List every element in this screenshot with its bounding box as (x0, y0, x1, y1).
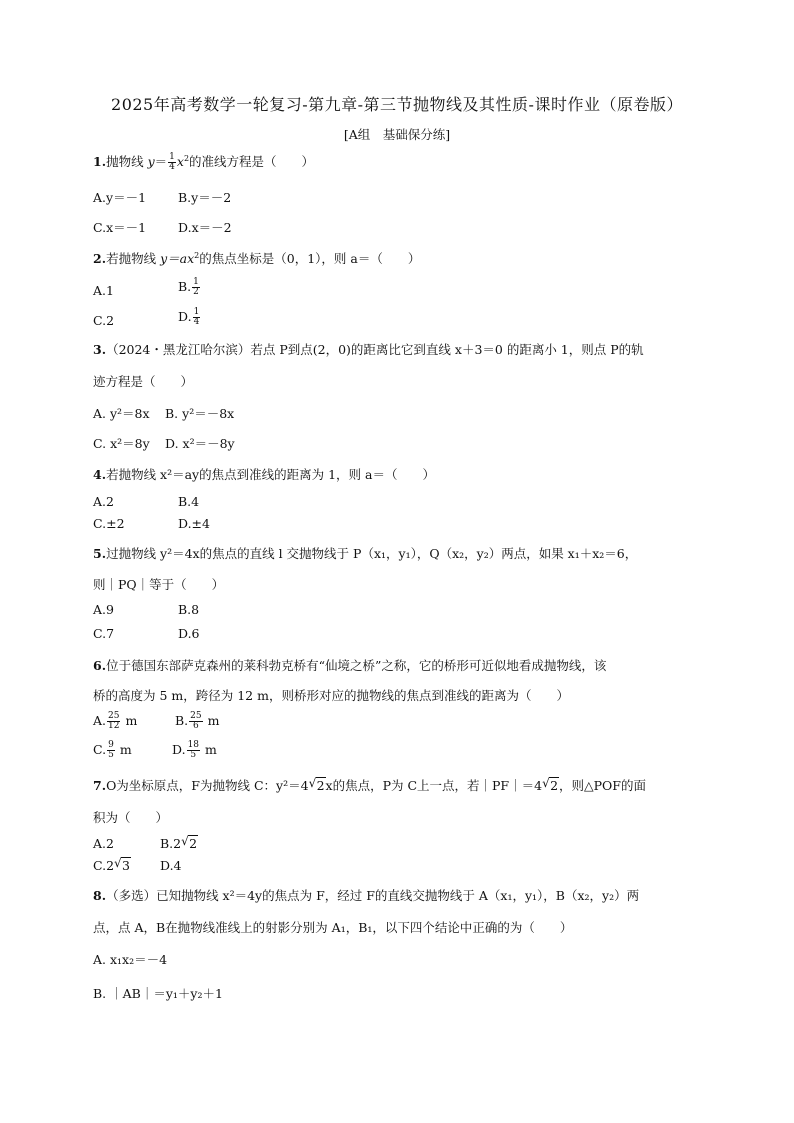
option-b: B. $\frac{1}{2}$ (178, 277, 199, 297)
question-text: 过抛物线 y²＝4x的焦点的直线 l 交抛物线于 P（x₁，y₁），Q（x₂，y₂）两点，如果 x₁＋x₂＝6， (106, 546, 638, 561)
question-8-cont: 点，点 A，B在抛物线准线上的射影分别为 A₁，B₁，以下四个结论中正确的为（ ） (93, 920, 573, 935)
question-number: 1. (93, 154, 107, 169)
question-1: 1.抛物线 y＝ $\frac{1}{4}$ $x^2$的准线方程是（ ） (93, 152, 315, 172)
option-c: C.2 (93, 313, 115, 328)
fraction: $\frac{9}{5}$ (108, 740, 114, 760)
question-number: 8. (93, 888, 107, 903)
question-text: （多选）已知抛物线 x²＝4y的焦点为 F，经过 F的直线交抛物线于 A（x₁，y₁），B（x₂，y₂）两 (106, 888, 640, 903)
option-d: D.x＝－2 (178, 220, 232, 235)
question-number: 7. (93, 778, 107, 793)
math-expr: y＝ax (160, 251, 195, 266)
question-number: 4. (93, 467, 107, 482)
option-a: A.9 (93, 602, 114, 617)
question-3-cont: 迹方程是（ ） (93, 374, 194, 389)
option-b: B.8 (178, 602, 200, 617)
option-c: C.±2 (93, 516, 125, 531)
option-b: B. ｜AB｜＝y₁＋y₂＋1 (93, 986, 223, 1001)
option-a: A.y＝－1 (93, 190, 147, 205)
question-text: 的焦点坐标是（0，1），则 a＝（ ） (199, 251, 421, 266)
question-text: 若抛物线 x²＝ay的焦点到准线的距离为 1，则 a＝（ ） (106, 467, 435, 482)
question-number: 5. (93, 546, 107, 561)
option-a: A.2 (93, 494, 114, 509)
option-d: D. $\frac{18}{5}$ m (172, 740, 217, 760)
question-text: ，则△POF的面 (559, 778, 646, 793)
question-number: 6. (93, 658, 107, 673)
question-6 (93, 656, 606, 674)
option-c: C.7 (93, 626, 115, 641)
question-2: 2.若抛物线 $y=ax^2$的焦点坐标是（0，1），则 a＝（ ） (93, 250, 421, 266)
question-text: 位于德国东部萨克森州的莱科勃克桥有“仙境之桥”之称，它的桥形可近似地看成抛物线，该 (106, 658, 607, 673)
question-8 (93, 886, 639, 904)
question-6-cont: 桥的高度为 5 m，跨径为 12 m，则桥形对应的抛物线的焦点到准线的距离为（ ） (93, 688, 569, 703)
question-text: 抛物线 (106, 154, 144, 169)
option-c: C.x＝－1 (93, 220, 147, 235)
fraction: $\frac{1}{4}$ (193, 307, 200, 327)
question-7 (93, 776, 646, 794)
option-d: D.4 (160, 858, 182, 873)
fraction: $\frac{1}{2}$ (193, 277, 199, 297)
option-b: B.2√ 2 (160, 836, 198, 851)
option-a: A. y²＝8x (93, 406, 150, 421)
sqrt: √ 2 (309, 778, 326, 793)
option-c: C. x²＝8y (93, 436, 150, 451)
option-b: B. y²＝－8x (165, 406, 235, 421)
math-y: y (147, 154, 155, 169)
question-number: 3. (93, 342, 107, 357)
option-b: B.y＝－2 (178, 190, 232, 205)
question-text: O为坐标原点，F为抛物线 C：y²＝4 (106, 778, 309, 793)
option-c: C. $\frac{9}{5}$ m (93, 740, 132, 760)
question-text: （2024・黑龙江哈尔滨）若点 P到点(2，0)的距离比它到直线 x＋3＝0 的距离小 1，则点 P的轨 (106, 342, 644, 357)
option-b: B.4 (178, 494, 200, 509)
option-b: B. $\frac{25}{6}$ m (175, 711, 220, 731)
question-7-cont: 积为（ ） (93, 810, 169, 825)
fraction: $\frac{25}{12}$ (108, 711, 120, 731)
option-d: D. $\frac{1}{4}$ (178, 307, 200, 327)
fraction: $\frac{25}{6}$ (190, 711, 202, 731)
question-5-cont: 则｜PQ｜等于（ ） (93, 577, 225, 592)
question-text: 的准线方程是（ ） (189, 154, 315, 169)
option-a: A. $\frac{25}{12}$ m (93, 711, 138, 731)
question-5 (93, 544, 637, 562)
option-d: D.±4 (178, 516, 210, 531)
option-d: D. x²＝－8y (165, 436, 235, 451)
fraction: $\frac{1}{4}$ (169, 152, 175, 172)
option-a: A.1 (93, 283, 114, 298)
sqrt: √ 3 (114, 858, 131, 873)
option-a: A. x₁x₂＝－4 (93, 952, 168, 967)
option-d: D.6 (178, 626, 200, 641)
question-text: 若抛物线 (106, 251, 157, 266)
page-title: 2025年高考数学一轮复习-第九章-第三节抛物线及其性质-课时作业（原卷版） (111, 95, 683, 114)
sqrt: √ 2 (542, 778, 559, 793)
group-label: [A组 基础保分练] (343, 127, 451, 142)
sqrt: √ 2 (181, 836, 198, 851)
question-4 (93, 465, 435, 483)
question-3 (93, 340, 644, 358)
question-text: x的焦点，P为 C上一点，若｜PF｜＝4 (325, 778, 543, 793)
fraction: $\frac{18}{5}$ (187, 740, 200, 760)
option-c: C.2√ 3 (93, 858, 131, 873)
option-a: A.2 (93, 836, 114, 851)
question-number: 2. (93, 251, 107, 266)
